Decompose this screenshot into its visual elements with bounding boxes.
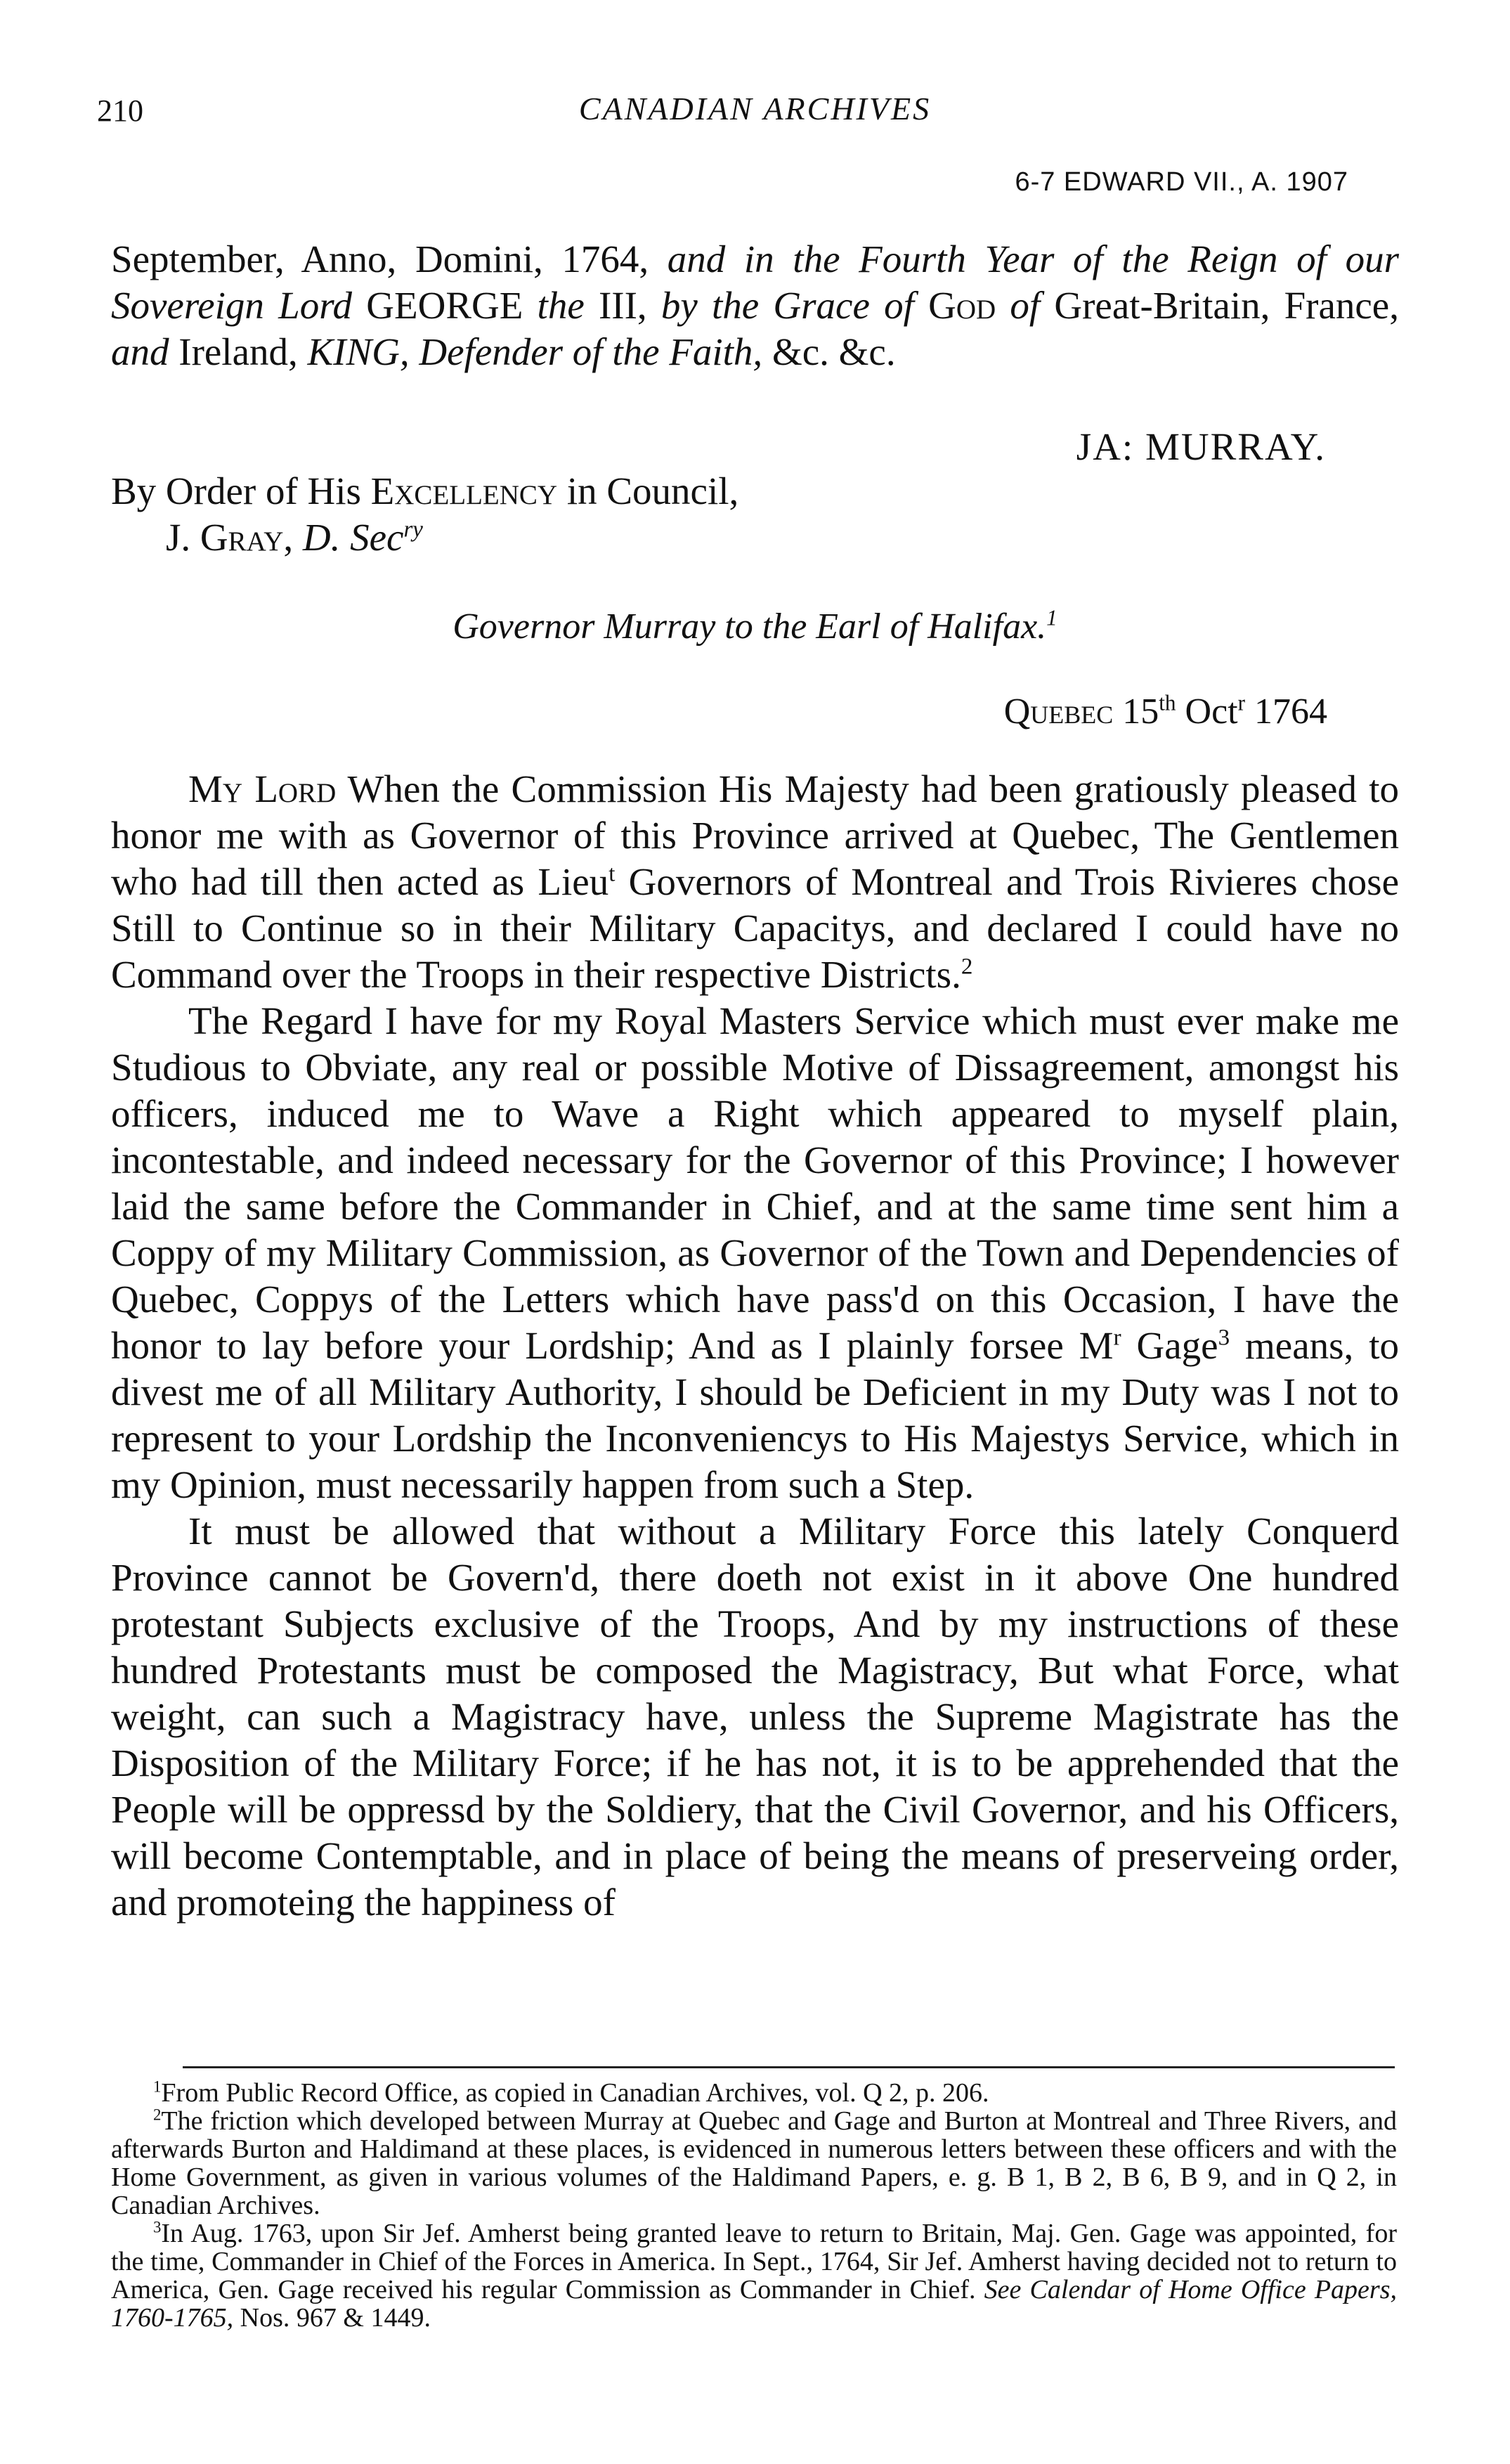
text-span: Nos. 967 & 1449. [233,2303,431,2333]
footnote [111,2219,1397,2332]
footnote-number: 2 [153,2106,162,2124]
proclamation [111,236,1399,375]
footnotes [111,2079,1397,2332]
dateline [1004,691,1327,732]
secretary-line [111,514,738,561]
text-span: r [1113,1325,1121,1351]
text-span: 15 [1113,692,1159,732]
footnote-number: 1 [153,2077,162,2096]
text-span: in Council, [557,469,739,512]
proclamation-paragraph [111,236,1399,375]
text-span: GEORGE [352,284,538,327]
text-span: In Aug. 1763, upon Sir Jef. Amherst being granted leave to return to Britain, Maj. Gen. Gage was appointed, for the time, Commander in Chief of the Forces in America. In Sept., 1764, Sir Jef. Amherst having decided not to return to America, Gen. Gage received his regular Commission as Commander in Chief. [111,2219,1397,2304]
text-span: r [1237,690,1245,715]
text-span: of [1010,284,1041,327]
text-span: The Regard I have for my Royal Masters Service which must ever make me Studious to Obviate, any real or possible Motive of Dissagreement, amongst his officers, induced me to Wave a Right which appeared to myself plain, incontestable, and indeed necessary for the Governor of this Province; I however laid the same before the Commander in Chief, and at the same time sent him a Coppy of my Military Commission, as Governor of the Town and Dependencies of Quebec, Coppys of the Letters which have pass'd on this Occasion, I have the honor to lay before your Lordship; And as I plainly forsee M [111,999,1399,1367]
letter-paragraph: It must be allowed that without a Military Force this lately Conquerd Province cannot be Govern'd, there doeth not exist in it above One hundred protestant Subjects exclusive of the Troops, And by my instructions of these hundred Protestants must be composed the Magistracy, But what Force, what weight, can such a Magistracy have, unless the Supreme Magistrate has the Disposition of the Military Force; if he has not, it is to be apprehended that the People will be oppressd by the Soldiery, that the Civil Governor, and his Officers, will become Contemptable, and in place of being the means of preserveing order, and promoteing the happiness of [111,1510,1399,1924]
footnote-ref: 2 [961,954,973,980]
text-span: The friction which developed between Murray at Quebec and Gage and Burton at Montreal and Three Rivers, and afterwards Burton and Haldimand at these places, is evidenced in numerous letters between these officers and with the Home Government, as given in various volumes of the Haldimand Papers, e. g. B 1, B 2, B 6, B 9, and in Q 2, in Canadian Archives. [111,2106,1397,2220]
text-span: By Order of His [111,469,371,512]
text-span: ry [403,517,423,543]
footnote-ref: 3 [1218,1325,1230,1351]
text-span: Ireland, [169,330,308,373]
text-span: Governors of Montreal and Trois Rivieres chose Still to Continue so in their Military Capacitys, and declared I could have no Command over the Troops in their respective Districts. [111,860,1399,996]
text-span: Great-Britain, France, [1040,284,1399,327]
text-span: and in the Fourth Year of the Reign of our Sovereign Lord [111,238,1399,327]
text-span: Gray [200,516,284,559]
text-span: KING, Defender of the Faith, [307,330,763,373]
text-span: th [1159,690,1176,715]
running-title: CANADIAN ARCHIVES [578,91,932,127]
letter-title [0,606,1510,647]
footnote-number: 3 [153,2218,162,2236]
footnote [111,2107,1397,2219]
text-span: Gage [1121,1324,1218,1367]
text-span: and [111,330,169,373]
text-span: means, to divest me of all Military Authority, I should be Deficient in my Duty was I not to represent to your Lordship the Inconveniencys to His Majestys Service, which in my Opinion, must necessarily happen from such a Step. [111,1324,1399,1506]
footnote-rule [183,2066,1395,2068]
text-span: When the Commission His Majesty had been gratiously pleased to honor me with as Governor of this Province arrived at Quebec, The Gentlemen who had till then acted as Lieu [111,767,1399,903]
text-span: See Calendar of Home Office Papers, 1760-1765, [111,2275,1397,2333]
text-span: Quebec [1003,692,1114,732]
text-span: Governor Murray to the Earl of Halifax. [453,607,1047,647]
footnote [111,2079,1397,2107]
text-span: the [537,284,585,327]
order-line [111,468,738,514]
letter-paragraph [111,998,1399,1508]
signature: JA: MURRAY. [1076,425,1326,468]
text-span: Excellency [370,469,558,512]
text-span: D. Sec [302,516,404,559]
text-span: God [913,284,1010,327]
text-span: by the Grace of [660,284,914,327]
text-span: My Lord [188,767,337,810]
text-span: 1764 [1245,692,1327,732]
text-span: Oct [1176,692,1238,732]
text-span: J. [166,516,200,559]
text-span: From Public Record Office, as copied in Canadian Archives, vol. Q 2, p. 206. [161,2078,989,2108]
council-order [111,468,738,561]
text-span: t [608,861,616,887]
text-span: III, [584,284,661,327]
session-header: 6-7 EDWARD VII., A. 1907 [1015,167,1348,197]
page-number: 210 [97,93,143,128]
letter-paragraph [111,766,1399,998]
text-span: &c. &c. [762,330,896,373]
text-span: September, Anno, Domini, 1764, [111,238,668,280]
letter-body [111,766,1399,1926]
footnote-ref: 1 [1046,605,1057,630]
text-span: , [283,516,303,559]
